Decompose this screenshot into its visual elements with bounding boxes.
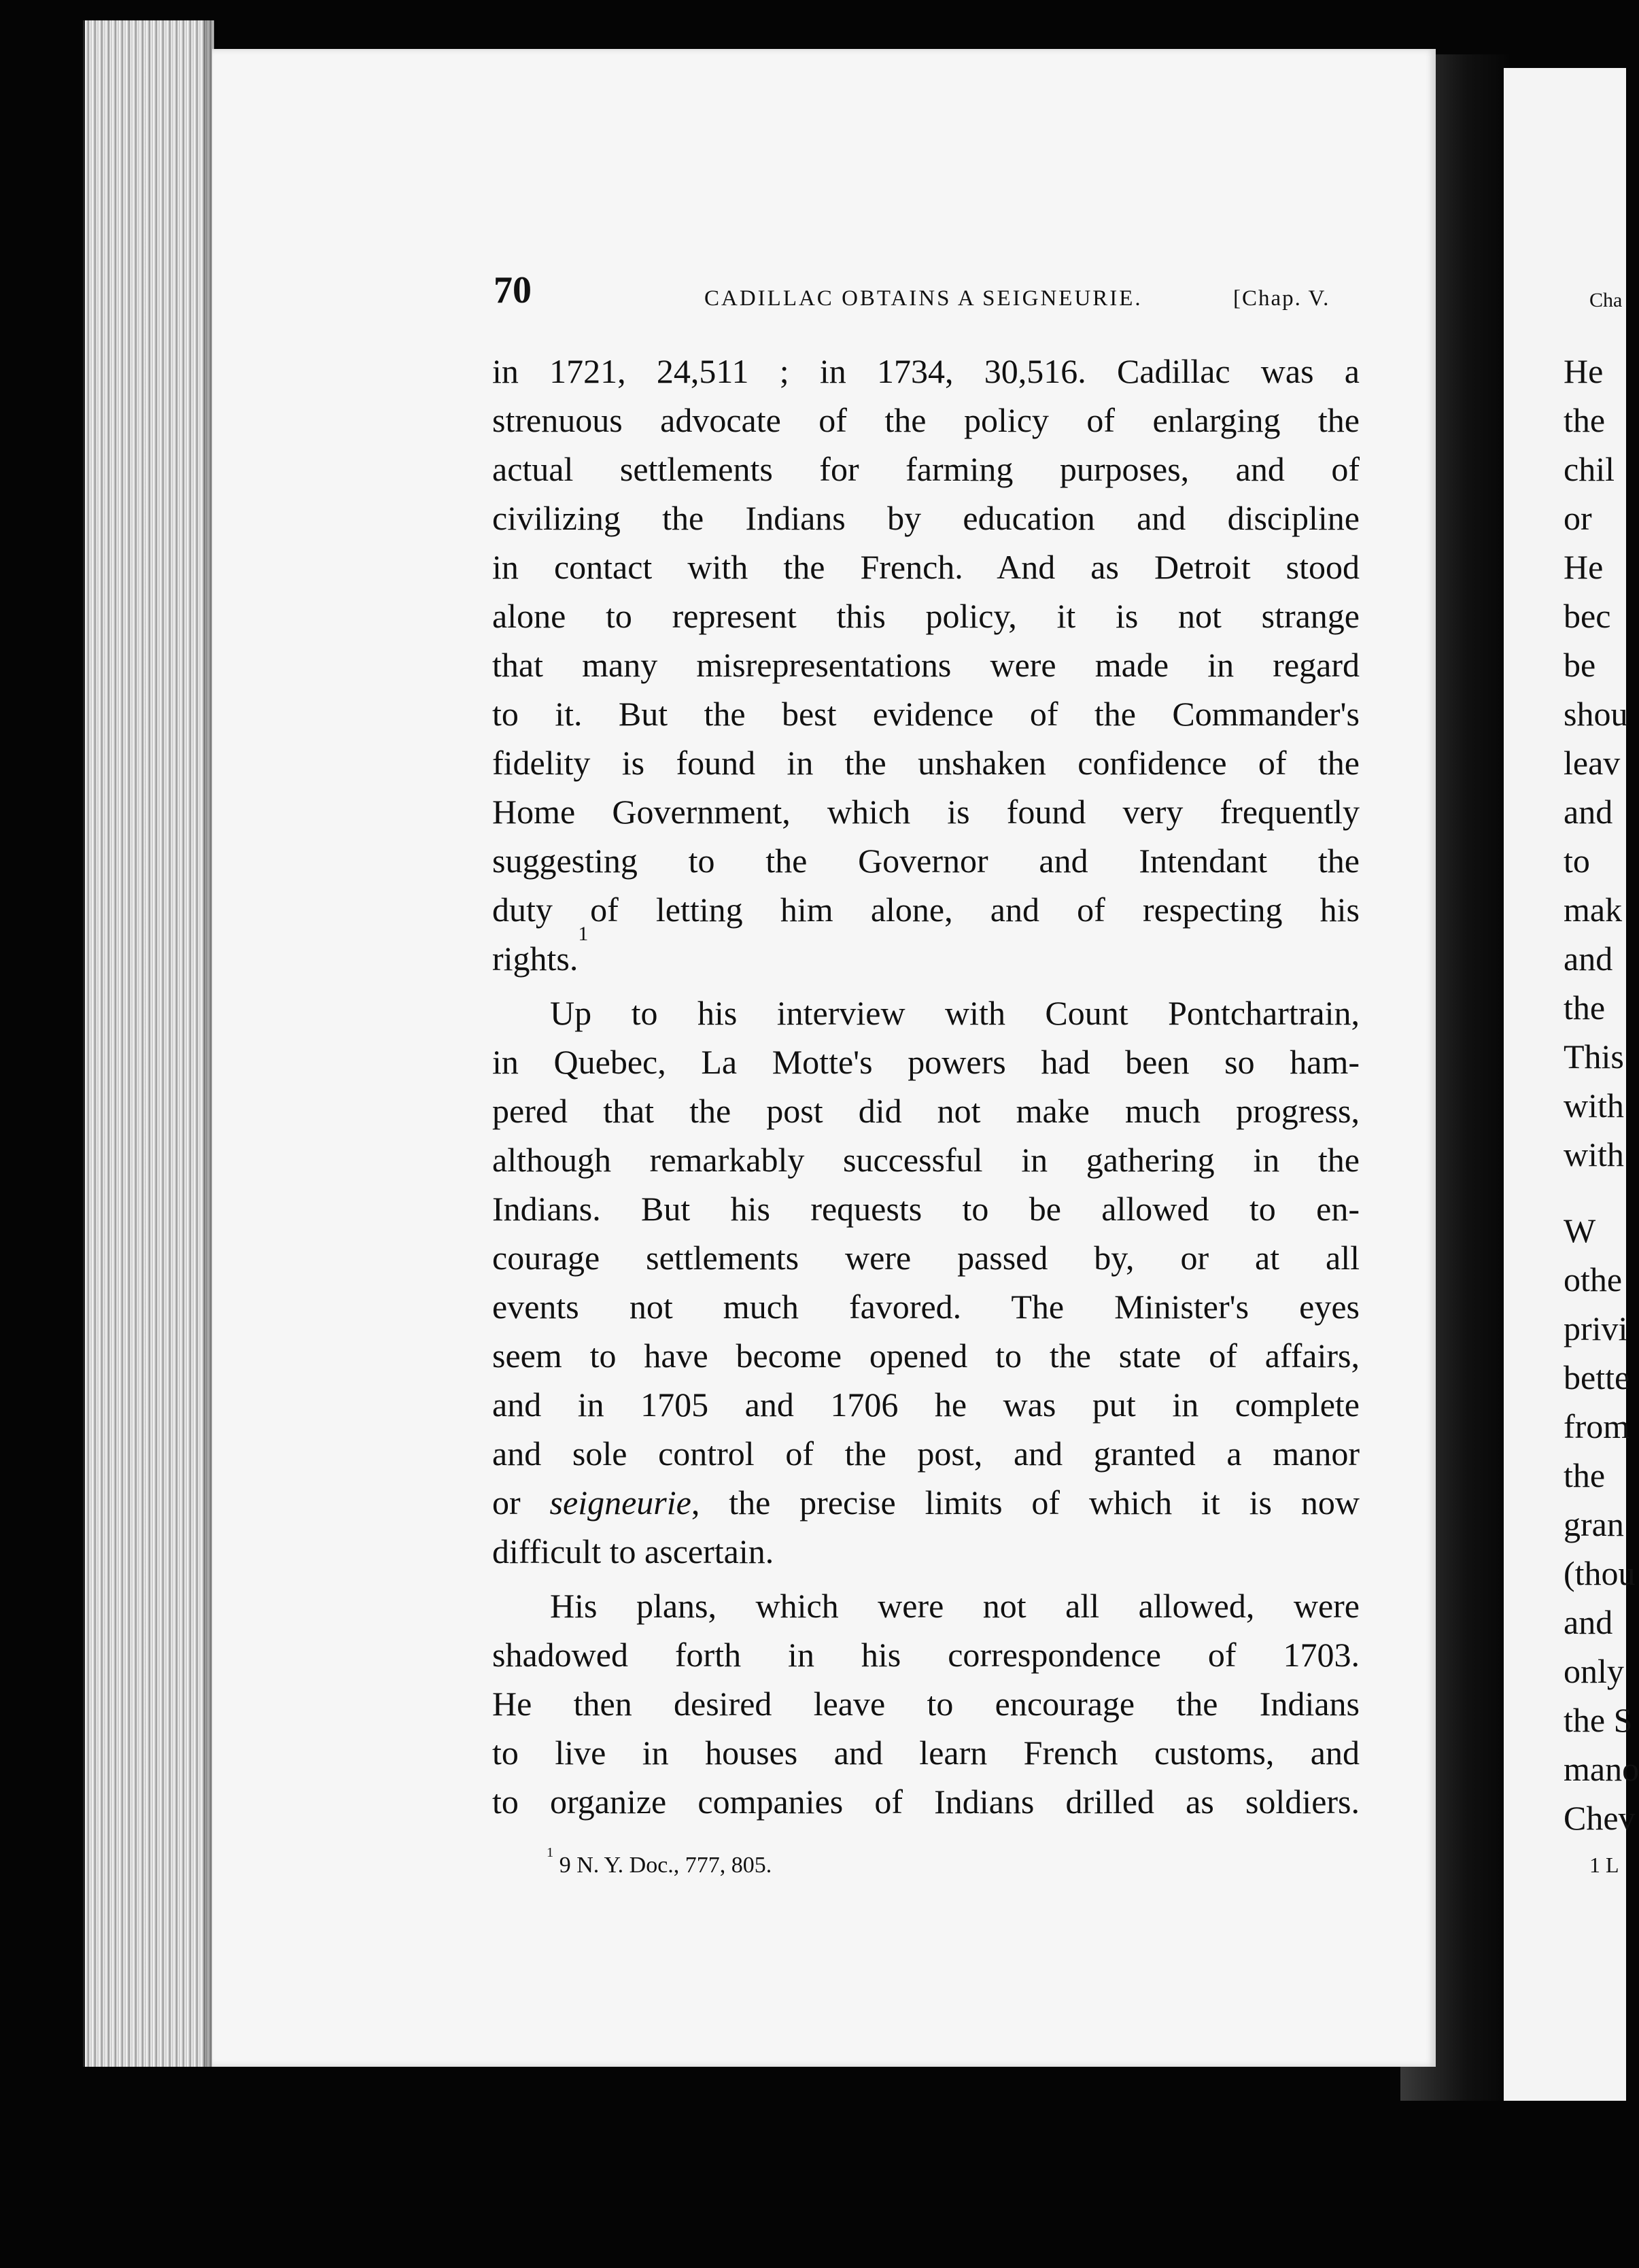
facing-text-fragment: from <box>1564 1407 1630 1445</box>
facing-text-fragment: leav <box>1564 744 1621 782</box>
text-line: and sole control of the post, and granted a manor <box>492 1434 1360 1473</box>
facing-page-running-head: Cha <box>1589 289 1623 311</box>
facing-text-fragment: othe <box>1564 1260 1623 1299</box>
facing-text-fragment: be <box>1564 646 1596 684</box>
facing-text-fragment: chil <box>1564 450 1615 488</box>
italic-term: seigneurie <box>549 1483 691 1522</box>
facing-page-text <box>1564 347 1639 1842</box>
facing-text-fragment: only <box>1564 1652 1624 1690</box>
text-fragment: rights. <box>492 940 579 978</box>
text-line: courage settlements were passed by, or at all <box>492 1239 1360 1277</box>
text-line: in Quebec, La Motte's powers had been so ham- <box>492 1043 1360 1081</box>
facing-text-fragment: and <box>1564 793 1613 831</box>
text-line <box>492 923 1360 983</box>
text-line: Home Government, which is found very frequently <box>492 793 1360 831</box>
text-line: Indians. But his requests to be allowed to en- <box>492 1190 1360 1228</box>
text-fragment: , the precise limits of which it is now <box>691 1483 1360 1522</box>
facing-text-fragment: mano <box>1564 1750 1639 1788</box>
facing-text-fragment: the <box>1564 1456 1606 1494</box>
book-page-edges <box>83 20 214 2067</box>
text-line: civilizing the Indians by education and discipline <box>492 499 1360 537</box>
facing-text-fragment: Chev <box>1564 1799 1636 1837</box>
text-line: shadowed forth in his correspondence of 1703. <box>492 1636 1360 1674</box>
page-number: 70 <box>494 269 532 311</box>
text-line: strenuous advocate of the policy of enlarging the <box>492 401 1360 439</box>
facing-text-fragment: He <box>1564 548 1604 586</box>
facing-text-fragment: the S <box>1564 1701 1633 1739</box>
text-line: actual settlements for farming purposes, and of <box>492 450 1360 488</box>
text-line <box>492 1478 1360 1527</box>
facing-text-fragment: or <box>1564 499 1592 537</box>
text-line: in contact with the French. And as Detroit stood <box>492 548 1360 586</box>
text-line: events not much favored. The Minister's eyes <box>492 1288 1360 1326</box>
text-line: seem to have become opened to the state of affairs, <box>492 1337 1360 1375</box>
facing-text-fragment: with <box>1564 1086 1624 1124</box>
text-line: fidelity is found in the unshaken confidence of the <box>492 744 1360 782</box>
text-line: duty of letting him alone, and of respecting his <box>492 891 1360 929</box>
text-line: and in 1705 and 1706 he was put in complete <box>492 1386 1360 1424</box>
text-line: to live in houses and learn French customs, and <box>492 1734 1360 1772</box>
text-line: although remarkably successful in gathering in the <box>492 1141 1360 1179</box>
text-line: alone to represent this policy, it is not strange <box>492 597 1360 635</box>
text-line: to organize companies of Indians drilled as soldiers. <box>492 1783 1360 1821</box>
text-line: suggesting to the Governor and Intendant the <box>492 842 1360 880</box>
text-fragment: or <box>492 1483 521 1522</box>
footnote-reference: 1 <box>578 923 589 945</box>
text-line: Up to his interview with Count Pontchartrain, <box>550 994 1360 1032</box>
text-line: that many misrepresentations were made in regard <box>492 646 1360 684</box>
facing-text-fragment: to <box>1564 842 1590 880</box>
facing-text-fragment: (thou <box>1564 1554 1636 1592</box>
text-line: His plans, which were not all allowed, were <box>550 1587 1360 1625</box>
facing-text-fragment: He <box>1564 352 1604 390</box>
facing-text-fragment: gran <box>1564 1505 1624 1543</box>
facing-text-fragment: W <box>1564 1212 1596 1250</box>
facing-text-fragment: mak <box>1564 891 1623 929</box>
facing-text-fragment: the <box>1564 989 1606 1027</box>
body-text <box>492 347 1360 1826</box>
footnote-marker: 1 <box>547 1845 554 1860</box>
facing-page-footnote: 1 L <box>1589 1853 1619 1877</box>
facing-text-fragment: and <box>1564 940 1613 978</box>
facing-text-fragment: shou <box>1564 695 1628 733</box>
facing-text-fragment: and <box>1564 1603 1613 1641</box>
facing-text-fragment: privi <box>1564 1309 1628 1347</box>
running-head: CADILLAC OBTAINS A SEIGNEURIE. <box>704 286 1143 311</box>
text-line: in 1721, 24,511 ; in 1734, 30,516. Cadillac was a <box>492 352 1360 390</box>
facing-text-fragment: This <box>1564 1037 1624 1076</box>
footnote-text: 9 N. Y. Doc., 777, 805. <box>559 1853 772 1878</box>
text-line: He then desired leave to encourage the Indians <box>492 1685 1360 1723</box>
facing-text-fragment: bec <box>1564 597 1611 635</box>
chapter-label: [Chap. V. <box>1233 286 1330 311</box>
text-line: to it. But the best evidence of the Commander's <box>492 695 1360 733</box>
footnote <box>547 1845 772 1878</box>
facing-text-fragment: bette <box>1564 1358 1630 1396</box>
facing-text-fragment: with <box>1564 1135 1624 1173</box>
text-line: difficult to ascertain. <box>492 1532 774 1570</box>
text-line: pered that the post did not make much progress, <box>492 1092 1360 1130</box>
facing-text-fragment: the <box>1564 401 1606 439</box>
